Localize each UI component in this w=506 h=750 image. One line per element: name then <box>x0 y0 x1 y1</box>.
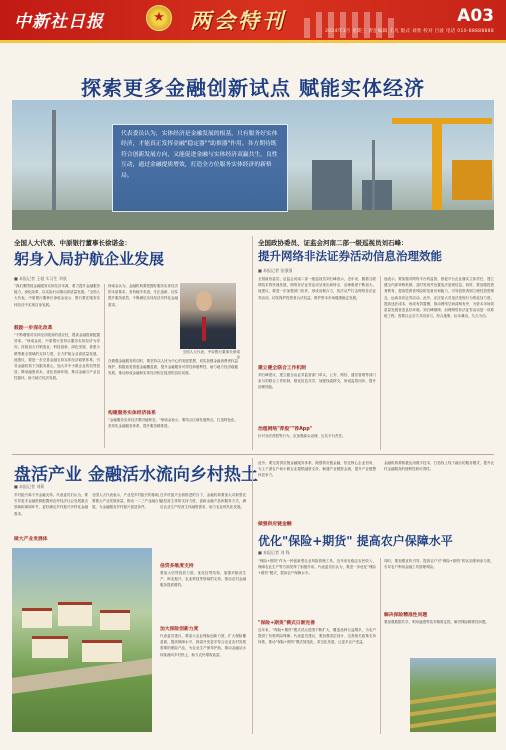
article3-body-5: 代表委员建议，要加大农业保险创新力度，扩大保险覆盖面，提高保障水平，探索开发更多符合农业农村发展需要的保险产品，为农业生产保驾护航，推动金融活水持续流向乡村热土，助力农民增收致富。 <box>160 634 246 657</box>
article4-byline: ■ 本报记者 刘 锋 <box>258 550 290 555</box>
article1-caption: 全国人大代表、中原银行董事长徐诺金 <box>182 350 240 359</box>
article1-kicker: 全国人大代表、中原银行董事长徐诺金： <box>14 239 131 247</box>
article3-subhead4: 加大保险创新力度 <box>160 627 199 632</box>
newspaper-wordmark: 中新社日报 <box>14 12 104 32</box>
article2-subhead: 建立健全联合工作机制 <box>258 366 306 371</box>
lead-headline: 探索更多金融创新试点 赋能实体经济 <box>81 76 425 100</box>
article4-headline: 优化"保险+期货" 提高农户保障水平 <box>258 534 453 548</box>
article3-body-6: 此外，要完善供应链金融服务体系，做强供应链金融，依托核心企业信用，为上下游农户和小微企业提供融资支持，畅通产业链资金流，提升产业链整体竞争力。 <box>258 461 376 478</box>
article3-byline: ■ 本报记者 刘莉 <box>14 484 45 489</box>
masthead-divider <box>0 40 506 43</box>
article4-subhead: "保险+期货"模式日渐完善 <box>258 621 315 626</box>
masthead <box>0 0 506 40</box>
farmland-photo <box>410 658 496 732</box>
masthead-info: 2024年3月 星期三 责任编辑 王凡 版式 刘欣 校对 吕波 电话 010-88888888 <box>325 29 494 34</box>
article3-headline: 盘活产业 金融活水流向乡村热土 <box>14 465 258 485</box>
article3-subhead2: 做强供应链金融 <box>258 522 292 527</box>
article3-body-3: 在乡村振兴全面推进的当下，金融机构要加大对新型农业经营主体的支持力度，创新金融产品和服务方式，满足农业生产经营主体融资需求，助力农业现代化发展。 <box>160 493 246 510</box>
article2-byline: ■ 本报记者 张强强 <box>258 268 293 273</box>
article1-body-4: 在做强金融服务的同时，要坚持以人民为中心的发展思想，切实加强金融消费者权益保护，积极拓宽普惠金融覆盖面，提升金融服务可得性和便利性，助力地方经济稳健发展，推动形成金融和实体经济相互促进的良好局面。 <box>108 359 238 376</box>
article1-headline: 躬身入局护航企业发展 <box>14 250 165 268</box>
article4-subhead2: 解决保险精准性问题 <box>384 613 428 618</box>
article2-kicker: 全国政协委员、证监会河南二部一级巡视员刘石峰： <box>258 239 408 247</box>
article3-subhead: 做大产业发展体 <box>14 537 48 542</box>
article3-body-7: 金融机构要积极运用数字技术，打造线上线下融合的服务模式，提升农村金融服务的便利性和可得性。 <box>384 461 494 472</box>
article1-body-2: “不断增强对实体经济服务的适应性，提高金融资源配置效率。”徐诺金说，中原银行坚持以服务实体经济为导向，持续加大对制造业、科技创新、绿色发展、普惠小微等重点领域的支持力度，全力护航企业高质量发展。他建议，要进一步完善金融支持实体经济政策体系，引导金融机构下沉服务重心，加大对中小微企业的信贷投放，降低融资成本，优化营商环境，推动金融与产业良性循环，助力地方经济发展。 <box>14 333 100 381</box>
page-number: A03 <box>457 6 494 26</box>
article1-body-5: “金融服务实体经济要因地制宜。”徐诺金表示，要结合区域发展特点，打造特色化、差异化金融服务体系，提升服务精准度。 <box>108 418 238 429</box>
article4-body-2: 近年来，“保险+期货”模式试点范围不断扩大，覆盖品种日益增多，为农户提供了价格风险保障。代表委员建议，要加强顶层设计，完善相关政策支持体系，推动“保险+期货”模式规范化、常态化发展，让更多农户受益。 <box>258 628 376 645</box>
article3-body-2: 全国人大代表表示，产业是乡村振兴的基础，要做大产业发展体量，推动一二三产业融合发展，为金融服务乡村振兴创造条件。 <box>92 493 162 510</box>
article3-body-1: 乡村振兴离不开金融支持。代表委员们认为，要引导更多金融资源配置到农村经济社会发展重点领域和薄弱环节，更好满足乡村振兴多样化金融需求。 <box>14 493 88 516</box>
article2-body-2: 刘石峰建议，建立健全由证券监管部门牵头，公安、网信、通信管理等部门参与的联合工作机制，强化信息共享，加强线索移交，形成监管闭环，提升治理效能。 <box>258 373 376 390</box>
village-photo <box>12 548 152 732</box>
article2-body-1: 全国政协委员、证监会河南二部一级巡视员刘石峰表示，近年来，随着互联网技术的快速发展，网络非法证券活动呈现出新特点，治理难度不断加大。他建议，要进一步加强部门协作，形成治理合力，依法从严打击网络非法证券活动，切实保护投资者合法权益，维护资本市场健康稳定发展。 <box>258 277 376 300</box>
article4-body-3: 同时，要加强宣传引导，提高农户对“保险+期货”的认知度和参与度，引导农户利用金融工具管理风险。 <box>384 559 494 570</box>
lead-summary: 代表委员认为，实体经济是金融发展的根基，只有服务好实体经济，才能真正发挥金融"稳定器""助推器"作用。各方期待既符合创新发展方向，又能促进金融与实体经济双赢共生，良性互动，通过金融提质增效，打造全方位服务实体经济的新格局。 <box>112 124 288 212</box>
article3-subhead3: 信贷多维度支持 <box>160 564 194 569</box>
national-emblem-icon: ★ <box>146 5 172 31</box>
article1-subhead2: 构建服务实体经济体系 <box>108 411 156 416</box>
article2-subhead2: 治理网络"荐股""荐App" <box>258 427 313 432</box>
article1-portrait <box>180 283 236 349</box>
article2-headline: 提升网络非法证券活动信息治理效能 <box>258 249 442 263</box>
article4-body-4: 要加强数据共享，利用遥感等技术精准定损，解决保险精准性问题。 <box>384 620 489 624</box>
article1-body-1: “我们要围绕金融服务实体经济本源，着力提升金融服务能力，深化改革，以实际行动推动高质量发展。”全国人大代表、中原银行董事长徐诺金表示，银行要在服务实体经济中实现自身发展。 <box>14 284 100 307</box>
section-banner: 两会特刊 <box>190 8 286 33</box>
article2-body-3: 针对非法荐股等行为，应加强源头治理，压实平台责任。 <box>258 434 346 438</box>
article1-byline: ■ 本报记者 王超 实习生 刘欣 <box>14 276 67 281</box>
article3-body-4: 要加大信贷投放力度，优化信贷结构，加强对粮食生产、种业振兴、农业科技等领域的支持，推动农村金融服务提质增效。 <box>160 571 246 588</box>
article1-subhead: 鼓励一步深化改革 <box>14 326 53 331</box>
article2-body-4: 他表示，要加强对网络平台的监管，督促平台企业落实主体责任，建立健全内部审核机制，及时发现并处置违法违规信息。同时，要加强投资者教育，提高投资者风险防范意识和能力，引导投资者树立理性投资理念，远离非法证券活动。此外，还应加大对违法违规行为的惩处力度，提高违法成本，形成有效震慑，推动网络空间清朗有序，为资本市场高质量发展营造良好环境。刘石峰强调，治理网络非法证券活动是一项系统工程，需要社会各方共同参与，综合施策，标本兼治，久久为功。 <box>384 277 494 319</box>
article4-body-1: “保险+期货”作为一种创新型农业风险管理工具，近年来在稳定农民收入、保障农业生产等方面发挥了积极作用。代表委员们认为，要进一步优化“保险+期货”模式，提高农户保障水平。 <box>258 559 376 576</box>
article1-body-3: 徐诺金认为，金融机构要把握好服务实体经济的本质要求，坚持稳中求进，守正创新，切实提升服务质效，不断满足实体经济多样化金融需求。 <box>108 284 178 307</box>
